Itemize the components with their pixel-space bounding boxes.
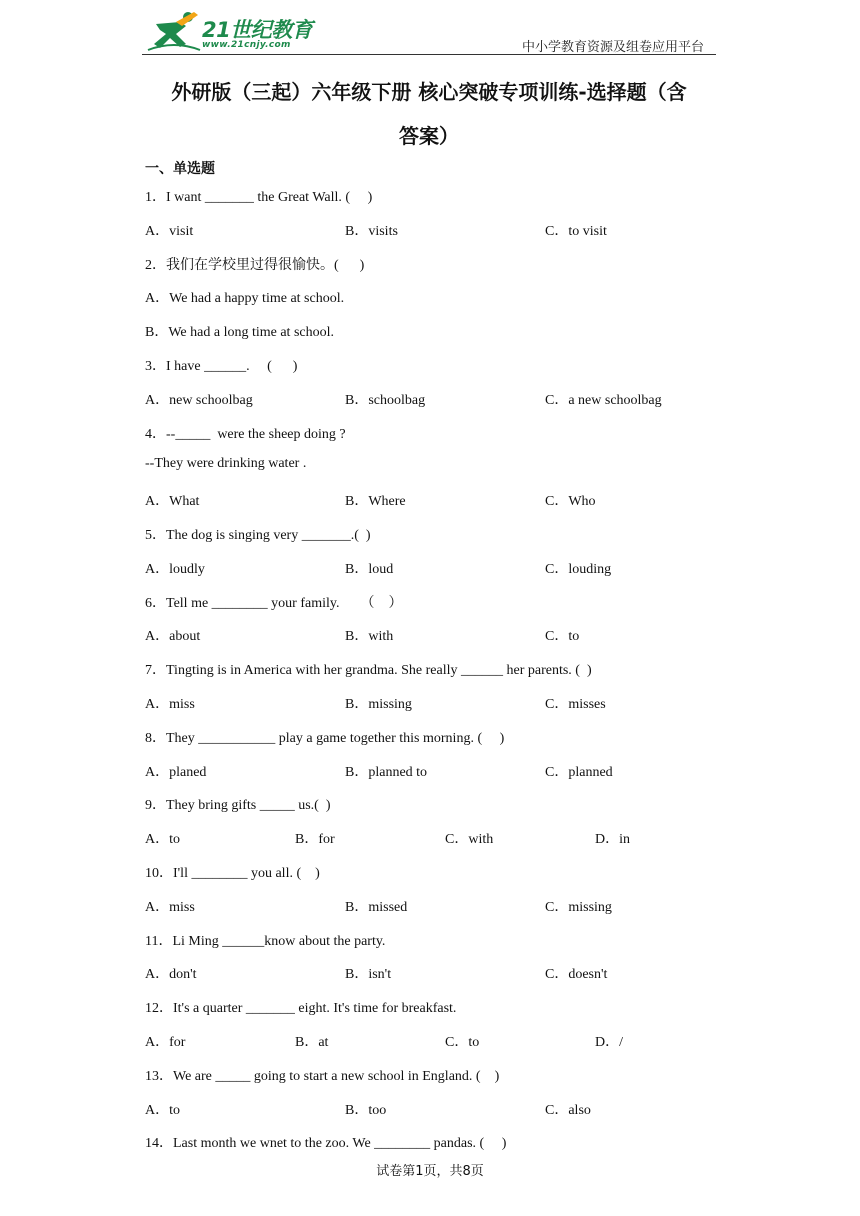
answer-options-row: [145, 625, 745, 645]
question-stem: 6．Tell me ________ your family. （ ）: [145, 595, 403, 611]
question-stem: 1．I want _______ the Great Wall. ( ): [145, 190, 373, 205]
answer-option: A．loudly: [145, 561, 205, 577]
question-stem: 10．I'll ________ you all. ( ): [145, 866, 320, 881]
answer-option: A．miss: [145, 899, 195, 915]
answer-option: B．too: [345, 1102, 387, 1118]
question-stem: 2．我们在学校里过得很愉快。( ): [145, 257, 365, 273]
header-divider: [142, 54, 716, 55]
question-stem: 14．Last month we wnet to the zoo. We ________ pandas. ( ): [145, 1136, 507, 1152]
answer-options-row: [145, 963, 745, 983]
runner-logo-icon: [146, 10, 202, 52]
question-stem: 11．Li Ming ______know about the party.: [145, 933, 386, 949]
answer-option: B．at: [295, 1035, 329, 1050]
question-stem: 8．They ___________ play a game together this morning. ( ): [145, 730, 505, 746]
answer-option: B．Where: [345, 494, 406, 510]
answer-option: C．to: [445, 1035, 480, 1050]
answer-option: B．missing: [345, 697, 412, 712]
platform-label: 中小学教育资源及组卷应用平台: [521, 40, 704, 55]
answer-option: B．We had a long time at school.: [145, 325, 334, 341]
question-stem: 4．--_____ were the sheep doing ?: [145, 426, 346, 442]
question-stem: 7．Tingting is in America with her grandma. She really ______ her parents. ( ): [145, 663, 592, 679]
answer-option: C．also: [545, 1102, 591, 1118]
answer-option: B．for: [295, 832, 335, 848]
question-stem-continued: --They were drinking water .: [145, 456, 307, 472]
answer-option: C．louding: [545, 561, 612, 577]
answer-option: A．to: [145, 832, 180, 848]
answer-options-row: [145, 1031, 745, 1051]
answer-option: B．loud: [345, 561, 394, 577]
answer-option: C．to: [545, 629, 580, 645]
logo-text: 21世纪教育: [202, 18, 313, 42]
question-stem: 13．We are _____ going to start a new school in England. ( ): [145, 1068, 500, 1084]
page-footer: 试卷第1页，共8页: [376, 1164, 484, 1179]
answer-option: A．visit: [145, 223, 194, 239]
answer-option: B．schoolbag: [345, 392, 426, 408]
answer-option: A．miss: [145, 697, 195, 712]
answer-option: B．planned to: [345, 764, 428, 780]
answer-option: B．with: [345, 629, 394, 645]
answer-option: C．planned: [545, 764, 613, 780]
answer-option: B．isn't: [345, 967, 392, 983]
answer-option: C．missing: [545, 899, 612, 915]
answer-option: A．We had a happy time at school.: [145, 291, 345, 307]
page-header: [142, 6, 716, 54]
answer-option: C．with: [445, 832, 494, 848]
answer-option: D．in: [595, 832, 630, 848]
answer-options-row: [145, 828, 745, 848]
answer-option: C．Who: [545, 494, 596, 510]
answer-option: C．misses: [545, 697, 606, 712]
answer-option: A．don't: [145, 967, 197, 983]
question-stem: 12．It's a quarter _______ eight. It's time for breakfast.: [145, 1001, 457, 1017]
answer-option: A．to: [145, 1102, 180, 1118]
doc-title-line-2: 答案）: [399, 124, 459, 148]
answer-option: A．What: [145, 494, 200, 510]
answer-option: C．doesn't: [545, 967, 608, 983]
answer-option: D．/: [595, 1035, 623, 1050]
answer-option: A．for: [145, 1035, 186, 1050]
doc-title-line-1: 外研版（三起）六年级下册 核心突破专项训练-选择题（含: [171, 80, 687, 104]
answer-option: B．missed: [345, 899, 408, 915]
logo: [146, 10, 316, 52]
answer-option: C．to visit: [545, 223, 607, 239]
answer-option: A．planed: [145, 764, 207, 780]
answer-option: B．visits: [345, 223, 398, 239]
answer-options-row: [145, 1099, 745, 1119]
logo-url: www.21cnjy.com: [202, 40, 291, 50]
answer-option: C．a new schoolbag: [545, 392, 662, 408]
answer-options-row: [145, 761, 745, 781]
answer-options-row: [145, 389, 745, 409]
section-heading: 一、单选题: [145, 161, 215, 177]
answer-options-row: [145, 558, 745, 578]
answer-option: A．new schoolbag: [145, 392, 253, 408]
answer-options-row: [145, 693, 745, 713]
question-stem: 3．I have ______. ( ): [145, 359, 298, 374]
answer-options-row: [145, 490, 745, 510]
answer-options-row: [145, 896, 745, 916]
question-stem: 9．They bring gifts _____ us.( ): [145, 798, 331, 814]
answer-option: A．about: [145, 629, 201, 645]
answer-options-row: [145, 220, 745, 240]
question-stem: 5．The dog is singing very _______.( ): [145, 528, 371, 543]
